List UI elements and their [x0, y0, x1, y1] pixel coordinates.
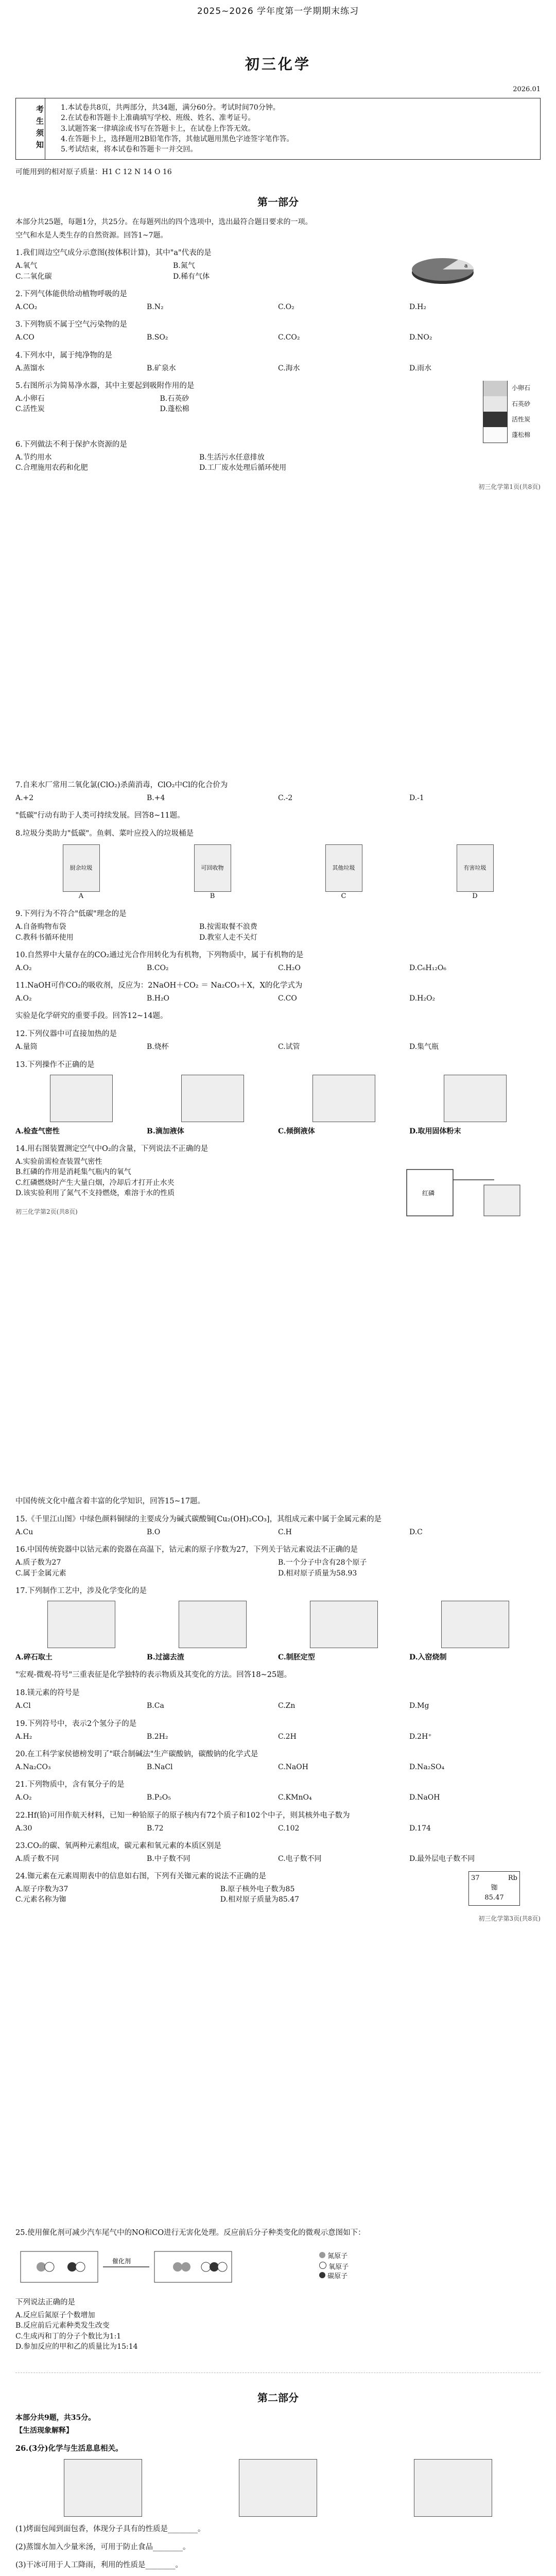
op-figure	[312, 1075, 375, 1122]
part1-title: 第一部分	[257, 195, 299, 208]
option: D.Mg	[409, 1702, 429, 1710]
exam-date: 2026.01	[513, 86, 541, 94]
option: C.红磷燃烧时产生大量白烟，冷却后才打开止水夹	[15, 1178, 175, 1187]
option: B.SO₂	[147, 333, 168, 342]
q26-item: (3)干冰可用于人工降雨，利用的性质是________。	[15, 2561, 183, 2569]
option: A.反应后氮原子个数增加	[15, 2311, 95, 2320]
question-13	[15, 1060, 541, 1137]
option: A.蒸馏水	[15, 364, 45, 372]
op-figure	[50, 1075, 113, 1122]
craft-figure	[179, 1601, 247, 1648]
o2-apparatus-figure	[396, 1154, 530, 1221]
question-stem: 10.自然界中大量存在的CO₂通过光合作用转化为有机物，下列物质中，属于有机物的是	[15, 951, 304, 959]
option: A.自备购物布袋	[15, 923, 66, 931]
option: A.Na₂CO₃	[15, 1762, 51, 1771]
section-divider	[15, 2372, 541, 2373]
op-figure	[181, 1075, 244, 1122]
option: D.集气瓶	[409, 1043, 439, 1052]
option: D.入窑烧制	[409, 1653, 447, 1662]
option: A.质子数为27	[15, 1558, 61, 1567]
option: B.2H₂	[147, 1732, 168, 1741]
craft-figure	[441, 1601, 509, 1648]
part2-intro: 本部分共9题，共35分。	[15, 2414, 96, 2422]
filter-label: 小卵石	[511, 384, 530, 392]
question-stem: 7.自来水厂常用二氧化氯(ClO₂)杀菌消毒，ClO₂中Cl的化合价为	[15, 781, 228, 789]
term-title: 2025~2026 学年度第一学期期末练习	[197, 6, 359, 16]
rb-element-card: 37 Rb 铷 85.47	[468, 1871, 520, 1906]
option: A.节约用水	[15, 453, 52, 462]
question-stem: 14.用右图装置测定空气中O₂的含量，下列说法不正确的是	[15, 1145, 208, 1154]
option: C.NaOH	[278, 1762, 308, 1771]
filter-label: 蓬松棉	[511, 431, 530, 439]
context-15-17: 中国传统文化中蕴含着丰富的化学知识，回答15~17题。	[15, 1497, 205, 1505]
question-stem: 21.下列物质中，含有氧分子的是	[15, 1781, 125, 1789]
option: D.174	[409, 1824, 431, 1833]
option: B.P₂O₅	[147, 1793, 171, 1802]
option: D.相对原子质量为85.47	[220, 1895, 300, 1904]
question-stem: 17.下列制作工艺中，涉及化学变化的是	[15, 1586, 147, 1595]
question-stem: 16.中国传统瓷器中以钴元素的瓷器在高温下，钴元素的原子序数为27，下列关于钴元素说法不正确的是	[15, 1546, 358, 1554]
op-figure	[444, 1075, 507, 1122]
option: B.按需取餐不浪费	[199, 923, 257, 931]
option: A.原子序数为37	[15, 1885, 68, 1894]
option: C.生成丙和丁的分子个数比为1:1	[15, 2332, 121, 2341]
option: A.Cl	[15, 1702, 31, 1710]
sheet-2	[15, 773, 541, 1217]
option: B.+4	[147, 794, 165, 803]
option: B.生活污水任意排放	[199, 453, 265, 462]
option: D.H₂	[409, 303, 426, 312]
option: A.氧气	[15, 262, 38, 270]
option: D.H₂O₂	[409, 994, 436, 1003]
option: A.+2	[15, 794, 34, 803]
craft-figure	[310, 1601, 378, 1648]
option: B.72	[147, 1824, 164, 1833]
question-5	[15, 381, 541, 439]
option: C.二氧化碳	[15, 272, 52, 281]
part2-title: 第二部分	[257, 2392, 299, 2404]
soup-figure	[239, 2459, 317, 2517]
option: C.合理施用农药和化肥	[15, 464, 88, 472]
question-stem: 下列说法正确的是	[15, 2298, 75, 2307]
option: C.活性炭	[15, 405, 45, 414]
filter-label: 石英砂	[511, 400, 530, 408]
option: D.NaOH	[409, 1793, 440, 1802]
option: B.反应前后元素种类发生改变	[15, 2321, 110, 2330]
question-6	[15, 439, 541, 473]
option: B.一个分子中含有28个原子	[278, 1558, 367, 1567]
option: C.H₂O	[278, 963, 301, 972]
question-stem: 23.CO₂的碳、氧两种元素组成，碳元素和氧元素的本质区别是	[15, 1841, 221, 1850]
question-26: 26.(3分)化学与生活息息相关。	[15, 2444, 123, 2453]
option: B.H₂O	[147, 994, 170, 1003]
question-stem: 6.下列做法不利于保护水资源的是	[15, 440, 127, 449]
page-footer: 初三化学第1页(共8页)	[478, 483, 541, 490]
question-21	[15, 1780, 541, 1803]
option: B.O	[147, 1528, 161, 1537]
question-3	[15, 319, 541, 343]
question-12	[15, 1029, 541, 1052]
question-25-sub	[15, 2297, 541, 2352]
notice-item: 4.在答题卡上，选择题用2B铅笔作答，其他试题用黑色字迹签字笔作答。	[61, 134, 294, 143]
question-stem: 19.下列符号中，表示2个氢分子的是	[15, 1719, 137, 1728]
option: A.量筒	[15, 1043, 38, 1052]
bin-b: 可回收物 B	[194, 844, 231, 902]
question-stem: 15.《千里江山图》中绿色颜料铜绿的主要成分为碱式碳酸铜[Cu₂(OH)₂CO₃]，其组成元素中属于金属元素的是	[15, 1515, 382, 1524]
option: D.C₆H₁₂O₆	[409, 963, 447, 972]
legend: 氮原子 氧原子 碳原子	[319, 2252, 349, 2282]
context-12-14: 实验是化学研究的重要手段。回答12~14题。	[15, 1012, 168, 1021]
question-24	[15, 1871, 541, 1905]
question-stem: 1.我们周边空气成分示意图(按体积计算)，其中"a"代表的是	[15, 249, 212, 258]
option: D.教室人走不关灯	[199, 933, 258, 942]
option: A.O₂	[15, 963, 32, 972]
option: B.原子核外电子数为85	[220, 1885, 295, 1894]
question-11	[15, 980, 541, 1004]
part1-intro: 本部分共25题，每题1分，共25分。在每题列出的四个选项中，选出最符合题目要求的一项。	[15, 217, 312, 226]
sheet-4	[15, 2221, 541, 2576]
option: D.雨水	[409, 364, 432, 372]
option: B.过滤去渣	[147, 1653, 184, 1662]
bin-a: 厨余垃圾 A	[63, 844, 100, 902]
q26-item: (2)蒸馏水加入少量米汤，可用于防止食品________。	[15, 2543, 190, 2551]
option: B.N₂	[147, 303, 164, 312]
option: A.Cu	[15, 1528, 33, 1537]
option: C.CO	[278, 994, 297, 1003]
option: C.-2	[278, 794, 293, 803]
option: B.滴加液体	[147, 1127, 184, 1136]
filter-label: 活性炭	[511, 415, 530, 423]
option: B.矿泉水	[147, 364, 176, 372]
option: C.试管	[278, 1043, 300, 1052]
filter-figure	[483, 381, 530, 443]
question-stem: 12.下列仪器中可直接加热的是	[15, 1030, 117, 1039]
question-7	[15, 780, 541, 803]
option: D.Na₂SO₄	[409, 1762, 445, 1771]
option: B.CO₂	[147, 963, 169, 972]
question-14	[15, 1144, 541, 1198]
question-stem: 11.NaOH可作CO₂的吸收剂，反应为：2NaOH＋CO₂ ＝ Na₂CO₃＋X，X的化学式为	[15, 981, 303, 990]
option: B.石英砂	[160, 395, 189, 403]
option: D.C	[409, 1528, 423, 1537]
notice-item: 1.本试卷共8页，共两部分，共34题，满分60分。考试时间70分钟。	[61, 104, 280, 112]
option: A.H₂	[15, 1732, 32, 1741]
option: A.小卵石	[15, 395, 45, 403]
notice-label: 考生须知	[16, 98, 45, 159]
option: A.实验前需检查装置气密性	[15, 1158, 102, 1166]
option: B.中子数不同	[147, 1854, 190, 1863]
question-stem: 24.铷元素在元素周期表中的信息如右图，下列有关铷元素的说法不正确的是	[15, 1872, 267, 1881]
question-stem: 8.垃圾分类助力"低碳"。鱼刺、菜叶应投入的垃圾桶是	[15, 829, 194, 838]
option: D.最外层电子数不同	[409, 1854, 475, 1863]
option: C.倾倒液体	[278, 1127, 315, 1136]
question-stem: 2.下列气体能供给动植物呼吸的是	[15, 290, 127, 299]
option: A.碎石取土	[15, 1653, 53, 1662]
question-1	[15, 248, 541, 282]
micro-diagram	[15, 2244, 541, 2290]
option: A.O₂	[15, 994, 32, 1003]
page-footer: 初三化学第3页(共8页)	[478, 1914, 541, 1922]
question-15	[15, 1514, 541, 1537]
bin-c: 其他垃圾 C	[325, 844, 362, 902]
option: C.102	[278, 1824, 300, 1833]
option: C.教科书循环使用	[15, 933, 74, 942]
question-stem: 9.下列行为不符合"低碳"理念的是	[15, 910, 127, 919]
option: C.2H	[278, 1732, 297, 1741]
context-18-25: "宏观-微观-符号"三重表征是化学独特的表示物质及其变化的方法。回答18~25题。	[15, 1671, 292, 1680]
question-2	[15, 289, 541, 312]
question-9	[15, 909, 541, 943]
option: B.红磷的作用是消耗集气瓶内的氧气	[15, 1168, 131, 1177]
option: D.该实验利用了氮气不支持燃烧，难溶于水的性质	[15, 1189, 175, 1197]
question-19	[15, 1719, 541, 1742]
option: A.O₂	[15, 1793, 32, 1802]
question-25	[15, 2228, 541, 2290]
option: B.氮气	[173, 262, 195, 270]
question-stem: 13.下列操作不正确的是	[15, 1060, 95, 1069]
reaction-figure	[15, 2244, 304, 2290]
option: C.H	[278, 1528, 292, 1537]
option: B.NaCl	[147, 1762, 173, 1771]
option: A.质子数不同	[15, 1854, 59, 1863]
question-stem: 5.右图所示为简易净水器，其中主要起到吸附作用的是	[15, 382, 195, 390]
option: D.稀有气体	[173, 272, 210, 281]
craft-figures	[15, 1601, 541, 1648]
notice-item: 5.考试结束，将本试卷和答题卡一并交回。	[61, 145, 198, 154]
question-stem: 22.Hf(铪)可用作航天材料，已知一种铪原子的原子核内有72个质子和102个中子，则其核外电子数为	[15, 1811, 350, 1820]
sheet-3	[15, 1489, 541, 1923]
option: A.CO	[15, 333, 34, 342]
question-4	[15, 350, 541, 374]
craft-figure	[47, 1601, 115, 1648]
option: D.参加反应的甲和乙的质量比为15:14	[15, 2342, 138, 2351]
question-stem: 4.下列水中，属于纯净物的是	[15, 351, 112, 360]
toaster-figure	[64, 2459, 142, 2517]
option: A.CO₂	[15, 303, 38, 312]
option: D.取用固体粉末	[409, 1127, 461, 1136]
svg-text:a: a	[464, 262, 468, 269]
option: B.Ca	[147, 1702, 164, 1710]
option: C.KMnO₄	[278, 1793, 312, 1802]
svg-text:红磷: 红磷	[422, 1190, 435, 1197]
option: A.30	[15, 1824, 32, 1833]
operation-figures	[15, 1075, 541, 1122]
question-16	[15, 1545, 541, 1579]
svg-text:催化剂: 催化剂	[112, 2258, 131, 2265]
option: C.Zn	[278, 1702, 296, 1710]
question-stem: 18.镁元素的符号是	[15, 1689, 80, 1698]
relative-mass: 可能用到的相对原子质量：H1 C 12 N 14 O 16	[15, 167, 172, 176]
option: A.检查气密性	[15, 1127, 60, 1136]
bin-row	[15, 844, 541, 902]
question-stem: 20.在工科学家侯德榜发明了"联合制碱法"生产碳酸钠，碳酸钠的化学式是	[15, 1750, 258, 1758]
option: D.相对原子质量为58.93	[278, 1569, 357, 1578]
subject-title: 初三化学	[245, 55, 311, 73]
notice-box	[15, 98, 541, 159]
notice-item: 3.试题答案一律填涂或书写在答题卡上，在试卷上作答无效。	[61, 124, 255, 133]
question-20	[15, 1749, 541, 1772]
question-8	[15, 828, 541, 902]
option: D.蓬松棉	[160, 405, 189, 414]
option: C.O₂	[278, 303, 294, 312]
option: C.海水	[278, 364, 300, 372]
question-stem: 25.使用催化剂可减少汽车尾气中的NO和CO进行无害化处理。反应前后分子种类变化的微观示意图如下：	[15, 2229, 366, 2237]
part2-section: 【生活现象解释】	[15, 2426, 73, 2435]
option: D.2H⁺	[409, 1732, 432, 1741]
q26-item: (1)烤面包闻到面包香，体现分子具有的性质是________。	[15, 2524, 205, 2533]
context-8-11: "低碳"行动有助于人类可持续发展。回答8~11题。	[15, 811, 185, 820]
question-22	[15, 1810, 541, 1834]
question-10	[15, 950, 541, 973]
option: D.工厂废水处理后循环使用	[199, 464, 287, 472]
question-17	[15, 1586, 541, 1663]
option: D.NO₂	[409, 333, 432, 342]
question-18	[15, 1688, 541, 1711]
q26-figures	[15, 2459, 541, 2517]
option: D.-1	[409, 794, 424, 803]
air-pie-figure	[407, 253, 479, 289]
page-footer: 初三化学第2页(共8页)	[15, 1208, 78, 1216]
question-stem: 3.下列物质不属于空气污染物的是	[15, 320, 127, 329]
option: C.电子数不同	[278, 1854, 322, 1863]
notice-item: 2.在试卷和答题卡上准确填写学校、班级、姓名、准考证号。	[61, 114, 255, 123]
option: C.制胚定型	[278, 1653, 315, 1662]
option: C.元素名称为铷	[15, 1895, 66, 1904]
sheet-1	[15, 5, 541, 492]
option: B.烧杯	[147, 1043, 169, 1052]
part1-subintro: 空气和水是人类生存的自然资源。回答1~7题。	[15, 231, 168, 240]
option: C.属于金属元素	[15, 1569, 66, 1578]
plane-figure	[414, 2459, 492, 2517]
option: C.CO₂	[278, 333, 300, 342]
bin-d: 有害垃圾 D	[457, 844, 494, 902]
question-23	[15, 1841, 541, 1864]
